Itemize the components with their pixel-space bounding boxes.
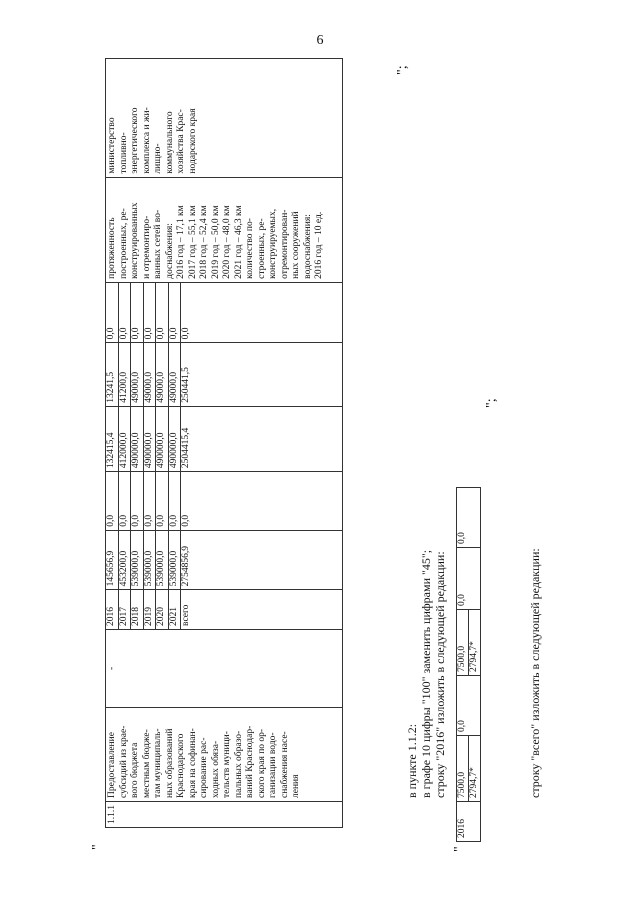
empty-cell [193,406,343,471]
dash-cell: - [106,629,343,707]
table-row [457,488,469,842]
item-name-cell: Предоставление субсидий из крае- вого бюджета местным бюдже- там муниципаль- ных образований Краснодарского края на софинан- сирование рас- ходных обяза- тельств муници- пальных образо- ваний Краснодар- ского края по ор- ганизации водо- снабжения насе- ления [106,707,343,801]
value-cell: 49000,0 [156,343,169,406]
page-number: 6 [316,33,324,48]
open-quote-mark: " [452,846,467,852]
executor-cell: министерство топливно- энергетического комплекса и жи- лищно- коммунального хозяйства Крас- нодарского края [106,59,343,178]
row-2016-table [456,487,481,842]
value-cell: 132415,4 [106,406,119,471]
value-cell: 0,0 [457,488,481,548]
empty-cell [193,282,343,343]
value-cell: 490000,0 [156,406,169,471]
value-cell: 490000,0 [168,406,181,471]
value-cell: 0,0 [143,282,156,343]
year-cell: 2016 [106,590,119,630]
total-cell: 539000,0 [131,530,144,590]
total-cell: 7500,0 [457,736,469,802]
value-cell: 2504415,4 [181,406,193,471]
value-cell: 41200,0 [118,343,131,406]
program-table [105,58,343,828]
value-cell: 0,0 [131,282,144,343]
instruction-row-2016: строку "2016" изложить в следующей редакции: [433,551,447,798]
year-cell: 2017 [118,590,131,630]
value-cell: 49000,0 [143,343,156,406]
value-cell: 0,0 [118,472,131,531]
year-cell: 2020 [156,590,169,630]
year-cell: 2016 [457,802,481,842]
close-quote-mark: "; [484,398,499,408]
value-cell: 0,0 [168,282,181,343]
year-cell: 2021 [168,590,181,630]
year-cell: всего [181,590,193,630]
open-quote-mark: " [90,844,105,850]
instruction-replace: в графе 10 цифры "100" заменить цифрами "45"; [419,549,433,798]
value-cell: 0,0 [181,282,193,343]
year-cell: 2018 [131,590,144,630]
value-cell: 0,0 [106,282,119,343]
row-number-cell: 1.1.1 [106,802,343,828]
value-cell: 7500,0 [457,610,469,676]
empty-cell [193,472,343,531]
total-cell: 453200,0 [118,530,131,590]
total-cell: 539000,0 [143,530,156,590]
value-cell: 0,0 [131,472,144,531]
total-cell: 145656,9 [106,530,119,590]
value-cell: 0,0 [106,472,119,531]
value-cell: 0,0 [156,282,169,343]
total-cell-footnote: 2794,7* [469,736,481,802]
total-cell: 539000,0 [168,530,181,590]
total-cell: 539000,0 [156,530,169,590]
result-cell: протяженность построенных, ре- конструированных и отремонтиро- ванных сетей во- доснабжения: 2016 год – 17,1 км 2017 год – 55,1 км 2018 год – 52,4 км 2019 год – 50,0 км 2020 год – 48,0 км 2021 год – 46,3 км количество по- строенных, ре- конструируемых, отремонтирован- ных сооружений водоснабжения: 2016 год – 10 ед. [106,177,343,282]
value-cell: 490000,0 [143,406,156,471]
total-cell: 2754856,9 [181,530,193,590]
value-cell: 0,0 [181,472,193,531]
close-quote-mark: "; [395,65,410,75]
value-cell: 412000,0 [118,406,131,471]
value-cell-footnote: 2794,7* [469,610,481,676]
value-cell: 0,0 [156,472,169,531]
value-cell: 490000,0 [131,406,144,471]
value-cell: 49000,0 [131,343,144,406]
value-cell: 250441,5 [181,343,193,406]
table-row [106,59,119,828]
empty-cell [193,590,343,630]
value-cell: 0,0 [457,676,481,736]
value-cell: 0,0 [457,548,481,610]
value-cell: 0,0 [143,472,156,531]
empty-cell [193,530,343,590]
rotated-content [50,58,590,858]
empty-cell [193,343,343,406]
value-cell: 0,0 [118,282,131,343]
year-cell: 2019 [143,590,156,630]
value-cell: 0,0 [168,472,181,531]
value-cell: 49000,0 [168,343,181,406]
value-cell: 13241,5 [106,343,119,406]
instruction-clause: в пункте 1.1.2: [405,723,419,798]
instruction-row-total: строку "всего" изложить в следующей редакции: [528,548,542,798]
